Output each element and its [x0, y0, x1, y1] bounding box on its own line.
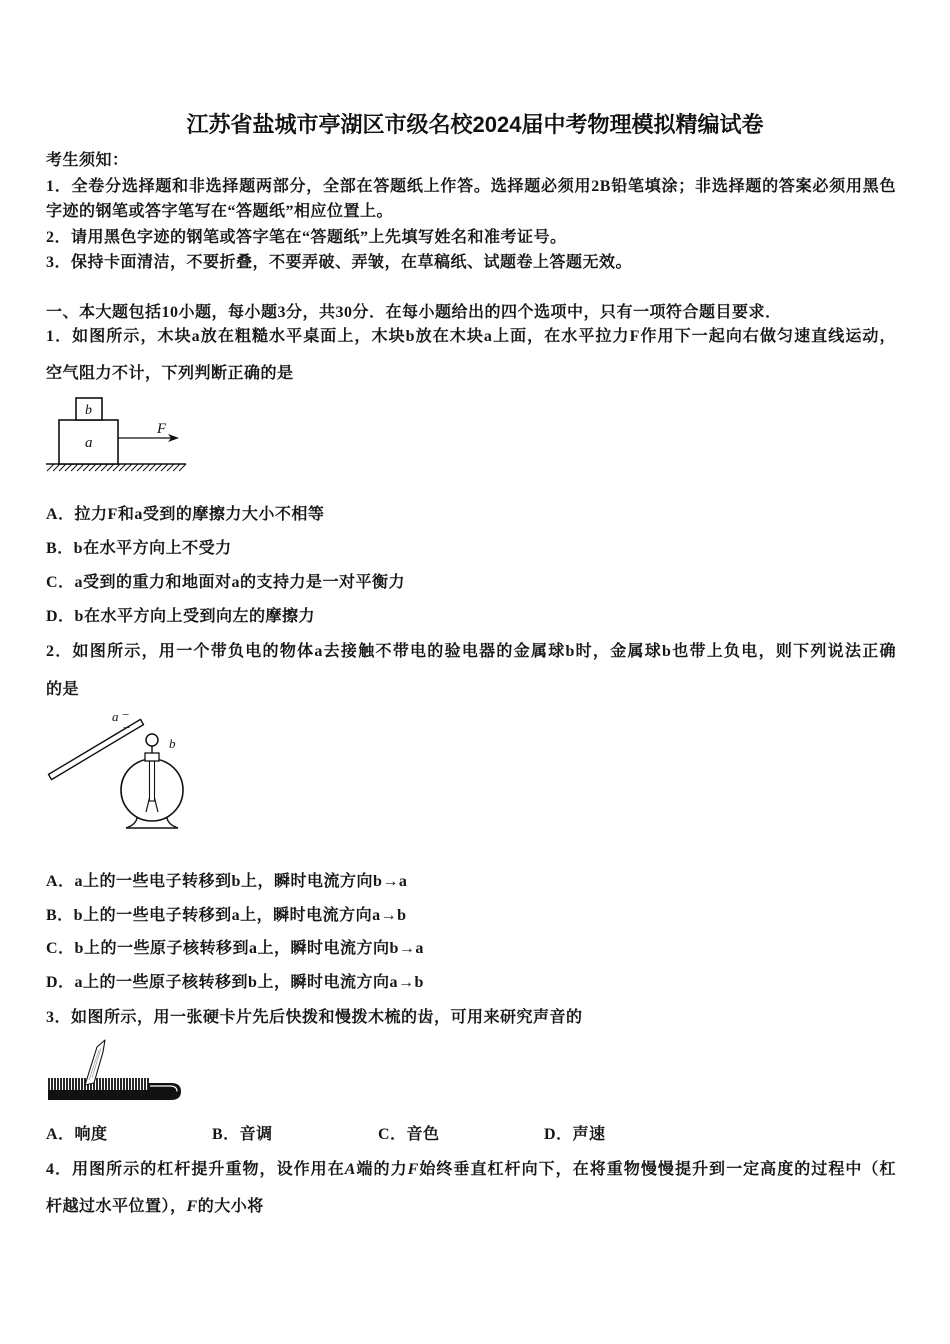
question-stem-line: 1．如图所示，木块a放在粗糙水平桌面上，木块b放在木块a上面，在水平拉力F作用下一起向右做匀速直线运动， — [46, 328, 896, 345]
question-stem-line: 的是 — [46, 681, 80, 698]
option-a: A．a上的一些电子转移到b上，瞬时电流方向b→a — [46, 873, 408, 890]
question-stem — [46, 1000, 902, 1036]
option-d: D．声速 — [544, 1126, 606, 1143]
force-f-symbol: F — [407, 1161, 419, 1178]
notice-item-line: 1．全卷分选择题和非选择题两部分，全部在答题纸上作答。选择题必须用2B铅笔填涂；非选择题的答案必须用黑色 — [46, 177, 896, 195]
question-stem-line — [46, 1188, 902, 1225]
electroscope-stopper — [145, 753, 159, 761]
question-1-figure — [44, 392, 190, 476]
option-a: A．响度 — [46, 1126, 108, 1143]
stem-text: 端的力 — [355, 1161, 408, 1178]
block-a-label: a — [85, 435, 93, 451]
point-a-symbol: A — [344, 1161, 356, 1178]
question-stem — [46, 1151, 902, 1225]
option-c: C．a受到的重力和地面对a的支持力是一对平衡力 — [46, 574, 406, 591]
question-stem-line: 空气阻力不计，下列判断正确的是 — [46, 365, 294, 382]
option-a: A．拉力F和a受到的摩擦力大小不相等 — [46, 506, 325, 523]
comb-teeth — [49, 1078, 148, 1091]
question-stem-line: 3．如图所示，用一张硬卡片先后快拨和慢拨木梳的齿，可用来研究声音的 — [46, 1009, 583, 1026]
exam-title: 江苏省盐城市亭湖区市级名校2024届中考物理模拟精编试卷 — [186, 112, 764, 137]
notice-item-line: 2．请用黑色字迹的钢笔或答字笔在“答题纸”上先填写姓名和准考证号。 — [46, 228, 567, 246]
electroscope-rod — [150, 761, 155, 801]
rod-a-label: a — [112, 709, 119, 724]
option-b: B．音调 — [212, 1126, 273, 1143]
charge-sign: − — [122, 707, 130, 722]
charge-sign: − — [123, 720, 131, 735]
surface-hatching — [47, 464, 186, 471]
notice-item-2 — [46, 225, 902, 251]
question-2-figure — [44, 706, 194, 834]
option-b: B．b上的一些电子转移到a上，瞬时电流方向a→b — [46, 906, 407, 924]
option-c: C．b上的一些原子核转移到a上，瞬时电流方向b→a — [46, 940, 424, 958]
comb-spine — [48, 1090, 150, 1100]
stem-text: 始终垂直杠杆向下，在将重物慢慢提升到一定高度的过程中（杠 — [418, 1161, 896, 1178]
stem-text: 杆越过水平位置）， — [46, 1198, 187, 1215]
options-list — [46, 865, 902, 1000]
option-c: C．音色 — [378, 1126, 440, 1143]
metal-ball — [146, 734, 158, 746]
question-stem-line — [46, 1151, 896, 1188]
options-list — [46, 498, 902, 634]
notice-item-3 — [46, 250, 902, 276]
force-f-symbol: F — [186, 1198, 198, 1215]
section-one-instructions: 一、本大题包括10小题，每小题3分，共30分．在每小题给出的四个选项中，只有一项符合题目要求． — [46, 304, 782, 321]
block-b-label: b — [85, 403, 92, 418]
candidate-notice — [46, 148, 902, 276]
question-stem — [46, 633, 902, 709]
notice-item-line: 字迹的钢笔或答字笔写在“答题纸”相应位置上。 — [46, 203, 394, 220]
options-list — [46, 1118, 902, 1152]
question-stem-line: 2．如图所示，用一个带负电的物体a去接触不带电的验电器的金属球b时，金属球b也带上负电，则下列说法正确 — [46, 643, 896, 660]
question-3-figure — [44, 1038, 186, 1108]
option-d: D．a上的一些原子核转移到b上，瞬时电流方向a→b — [46, 974, 424, 992]
ball-b-label: b — [169, 736, 176, 751]
stem-text: 4．用图所示的杠杆提升重物，设作用在 — [46, 1161, 345, 1178]
force-f-label: F — [157, 421, 167, 437]
notice-item-line: 3．保持卡面清洁，不要折叠，不要弄破、弄皱，在草稿纸、试题卷上答题无效。 — [46, 254, 633, 271]
stem-text: 的大小将 — [197, 1198, 264, 1215]
option-b: B．b在水平方向上不受力 — [46, 540, 232, 557]
option-d: D．b在水平方向上受到向左的摩擦力 — [46, 608, 315, 625]
question-stem — [46, 318, 902, 392]
notice-item-1 — [46, 174, 902, 225]
notice-heading: 考生须知： — [46, 152, 129, 169]
